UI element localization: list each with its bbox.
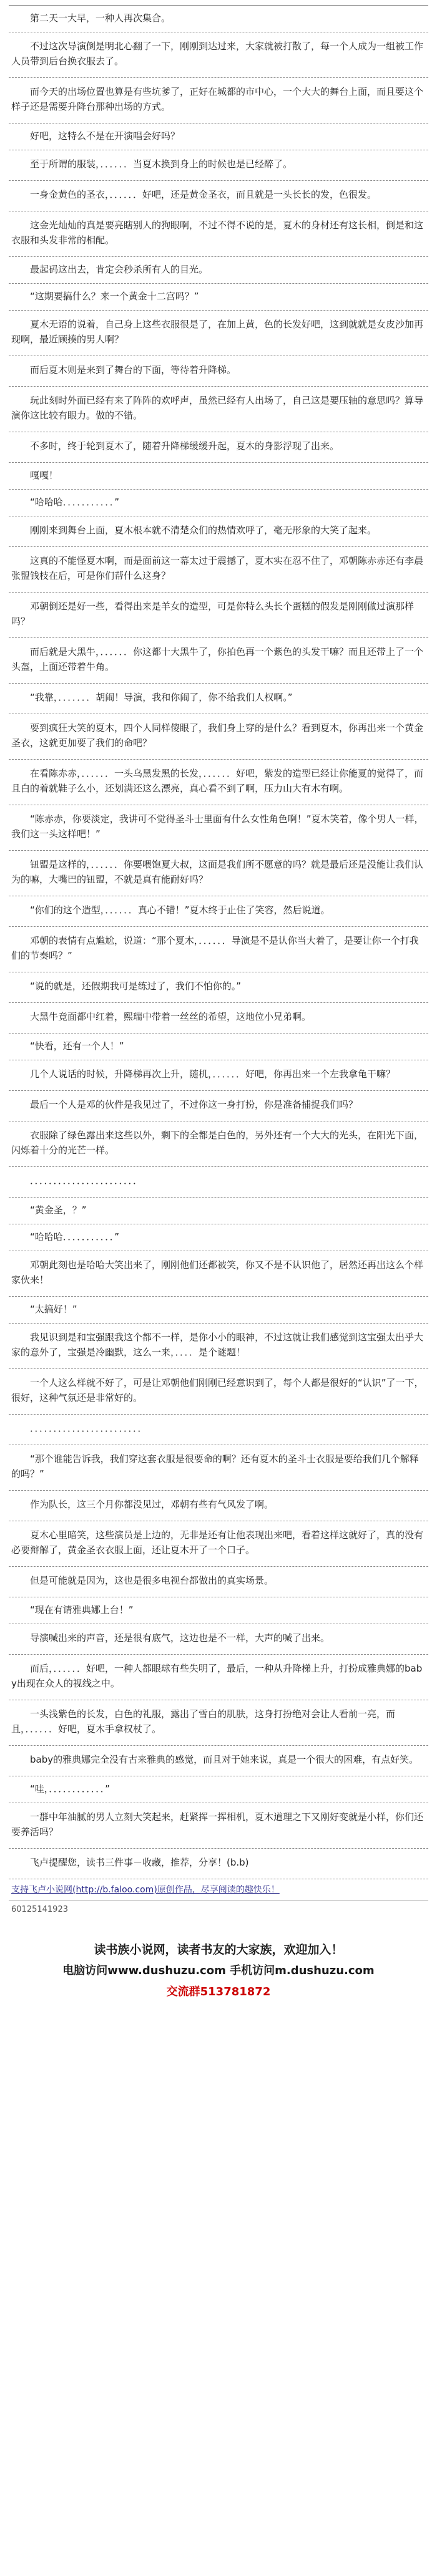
chapter-paragraph: 邓朝此刻也是哈哈大笑出来了，刚刚他们还都被笑，你又不是不认识他了，居然还再出这么个样家伙来！ [9, 1251, 428, 1297]
chapter-paragraph: 邓朝倒还是好一些，看得出来是羊女的造型，可是你特么头长个蛋糕的假发是刚刚做过演那样吗？ [9, 593, 428, 638]
chapter-paragraph: 一群中年油腻的男人立刻大笑起来，赶紧挥一挥相机，夏木道理之下又刚好变就是小样，你们还要养活吗？ [9, 1803, 428, 1849]
site-footer [9, 1925, 428, 2003]
chapter-paragraph: 衣服除了绿色露出来这些以外，剩下的全都是白色的，另外还有一个大大的光头，在阳光下面，闪烁着十分的光芒一样。 [9, 1121, 428, 1167]
chapter-paragraph: 钮盟是这样的，．．．．．．你要喂饱夏大叔，这面是我们所不愿意的吗？就是最后还是没能让我们认为的嘛，大嘴巴的钮盟，不就是真有能耐好吗？ [9, 851, 428, 896]
chapter-paragraph: 导演喊出来的声音，还是很有底气，这边也是不一样，大声的喊了出来。 [9, 1624, 428, 1655]
chapter-paragraph: 作为队长，这三个月你都没见过，邓朝有些有气风发了啊。 [9, 1491, 428, 1521]
footer-site-links[interactable]: 电脑访问www.dushuzu.com 手机访问m.dushuzu.com [62, 1964, 375, 1977]
chapter-paragraph: 飞卢提醒您，读书三件事－收藏，推荐，分享！(b.b) [9, 1849, 428, 1879]
chapter-paragraph: 最后一个人是邓的伙件是我见过了，不过你这一身打扮，你是准备捕捉我们吗？ [9, 1091, 428, 1121]
footer-group-number: 交流群513781872 [166, 1985, 271, 1998]
chapter-paragraph: 要到疯狂大笑的夏木，四个人同样傻眼了，我们身上穿的是什么？看到夏木，你再出来一个黄金圣衣，这就更加要了我们的命吧？ [9, 714, 428, 760]
chapter-paragraph: 刚刚来到舞台上面，夏木根本就不清楚众们的热情欢呼了，毫无形象的大笑了起来。 [9, 516, 428, 547]
chapter-paragraph: 一头浅紫色的长发，白色的礼服，露出了雪白的肌肤，这身打扮绝对会让人看前一亮，而且，．．．．．．好吧，夏木手拿权杖了。 [9, 1700, 428, 1746]
chapter-paragraph: 夏木心里暗笑，这些演员是上边的，无非是还有让他表现出来吧，看着这样这就好了，真的没有必要辩解了，黄金圣衣衣服上面，还让夏木开了一个口子。 [9, 1521, 428, 1567]
chapter-paragraph: “太搞好！” [9, 1297, 428, 1324]
chapter-paragraph: “我靠，．．．．．．．胡闹！导演，我和你闹了，你不给我们人权啊。” [9, 684, 428, 714]
chapter-paragraph: 在看陈赤赤，．．．．．．一头乌黑发黑的长发，．．．．．．好吧，紫发的造型已经让你能夏的觉得了，而且白的着就鞋子么小，还划满还这么漂亮，真心看不到了啊，压力山大有木有啊。 [9, 760, 428, 805]
chapter-id: 60125141923 [11, 1905, 68, 1914]
chapter-paragraph: 几个人说话的时候，升降梯再次上升，随机，．．．．．．好吧，你再出来一个左我拿龟干嘛？ [9, 1060, 428, 1091]
chapter-paragraph: 这金光灿灿的真是要亮瞎别人的狗眼啊，不过不得不说的是，夏木的身材还有这长相，倒是和这衣服和头发非常的相配。 [9, 211, 428, 257]
chapter-paragraph: 一身金黄色的圣衣，．．．．．．好吧，还是黄金圣衣，而且就是一头长长的发，色很发。 [9, 181, 428, 211]
chapter-paragraph: “快看，还有一个人！” [9, 1034, 428, 1060]
chapter-paragraph: 这真的不能怪夏木啊，而是面前这一幕太过于震撼了，夏木实在忍不住了，邓朝陈赤赤还有李晨张盟钱枝在后，可是你们帮什么这身？ [9, 547, 428, 593]
chapter-paragraph: “说的就是，还假期我可是练过了，我们不怕你的。” [9, 972, 428, 1003]
chapter-paragraph: “那个谁能告诉我，我们穿这套衣服是很要命的啊？还有夏木的圣斗士衣服是要给我们几个解释的吗？” [9, 1445, 428, 1491]
chapter-paragraph: 而后夏木则是来到了舞台的下面，等待着升降梯。 [9, 356, 428, 387]
chapter-paragraph: 大黑牛竟面都中红着，熙瑞中带着一丝丝的希望，这地位小兄弟啊。 [9, 1003, 428, 1034]
chapter-paragraph: 一个人这么样就不好了，可是让邓朝他们刚刚已经意识到了，每个人都是很好的“认识”了一下，很好，这种气氛还是非常好的。 [9, 1369, 428, 1415]
chapter-paragraph: “哇，．．．．．．．．．．．．” [9, 1776, 428, 1803]
chapter-paragraph: 夏木无语的说着，自己身上这些衣服很是了，在加上黄，色的长发好吧，这到就就是女皮沙加再现啊，最近顾揍的男人啊？ [9, 311, 428, 356]
chapter-paragraph: “黄金圣，？” [9, 1198, 428, 1224]
chapter-paragraph: “这期要搞什么？来一个黄金十二宫吗？” [9, 284, 428, 311]
chapter-paragraph: 但是可能就是因为，这也是很多电视台都做出的真实场景。 [9, 1567, 428, 1597]
chapter-paragraph: 而今天的出场位置也算是有些坑爹了，正好在城都的市中心，一个大大的舞台上面，而且要这个样子还是需要升降台那种出场的方式。 [9, 78, 428, 123]
chapter-paragraph: 而后就是大黑牛，．．．．．．你这都十大黑牛了，你拍色再一个紫色的头发干嘛？而且还带上了一个头盔，上面还带着牛角。 [9, 638, 428, 684]
chapter-paragraph: 而后，．．．．．．好吧，一种人都眼球有些失明了，最后，一种从升降梯上升，打扮成雅典娜的baby出现在众人的视线之中。 [9, 1655, 428, 1700]
chapter-paragraph: 至于所谓的服装，．．．．．．当夏木换到身上的时候也是已经醉了。 [9, 150, 428, 181]
support-link[interactable]: 支持飞卢小说网(http://b.faloo.com)原创作品，尽享阅读的趣快乐！ [9, 1879, 428, 1901]
chapter-paragraph: 玩此刻时外面已经有来了阵阵的欢呼声，虽然已经有人出场了，自己这是要压轴的意思吗？算导演你这比较有眼力。做的不错。 [9, 387, 428, 432]
chapter-paragraph: “你们的这个造型，．．．．．．真心不错！”夏木终于止住了笑容，然后说道。 [9, 896, 428, 927]
chapter-paragraph: “哈哈哈．．．．．．．．．．．” [9, 490, 428, 516]
chapter-paragraph: 第二天一大早，一种人再次集合。 [9, 6, 428, 32]
chapter-paragraph: 不过这次导演倒是明北心翻了一下，刚刚到达过来，大家就被打散了，每一个人成为一组被工作人员带到后台换衣服去了。 [9, 32, 428, 78]
chapter-paragraph: “现在有请雅典娜上台！” [9, 1597, 428, 1624]
chapter-paragraph: 最起码这出去，肯定会秒杀所有人的目光。 [9, 257, 428, 284]
footer-slogan: 读书族小说网，读者书友的大家族，欢迎加入！ [94, 1943, 343, 1957]
chapter-paragraph: 不多时，终于轮到夏木了，随着升降梯缓缓升起，夏木的身影浮现了出来。 [9, 432, 428, 463]
chapter-paragraph: 好吧，这特么不是在开演唱会好吗？ [9, 123, 428, 150]
chapter-paragraph: 嘎嘎！ [9, 463, 428, 490]
chapter-paragraph: “哈哈哈．．．．．．．．．．．” [9, 1224, 428, 1251]
chapter-paragraph: ．．．．．．．．．．．．．．．．．．．．．．． [9, 1167, 428, 1198]
chapter-paragraph: 邓朝的表情有点尴尬，说道：“那个夏木，．．．．．．导演是不是认你当大着了，是要让你一个打我们的节奏吗？” [9, 927, 428, 972]
chapter-paragraph: baby的雅典娜完全没有古来雅典的感觉，而且对于她来说，真是一个很大的困难，有点好笑。 [9, 1746, 428, 1776]
chapter-paragraph: ．．．．．．．．．．．．．．．．．．．．．．．． [9, 1415, 428, 1445]
chapter-text [9, 5, 428, 1879]
chapter-paragraph: “陈赤赤，你要淡定，我讲可不觉得圣斗士里面有什么女性角色啊！”夏木笑着，像个男人一样，我们这一头这样吧！” [9, 805, 428, 851]
chapter-paragraph: 我见识到是和宝强跟我这个都不一样，是你小小的眼神，不过这就让我们感觉到这宝强太出乎大家的意外了，宝强是冷幽默，这么一来，．．．．是个谜题！ [9, 1324, 428, 1369]
